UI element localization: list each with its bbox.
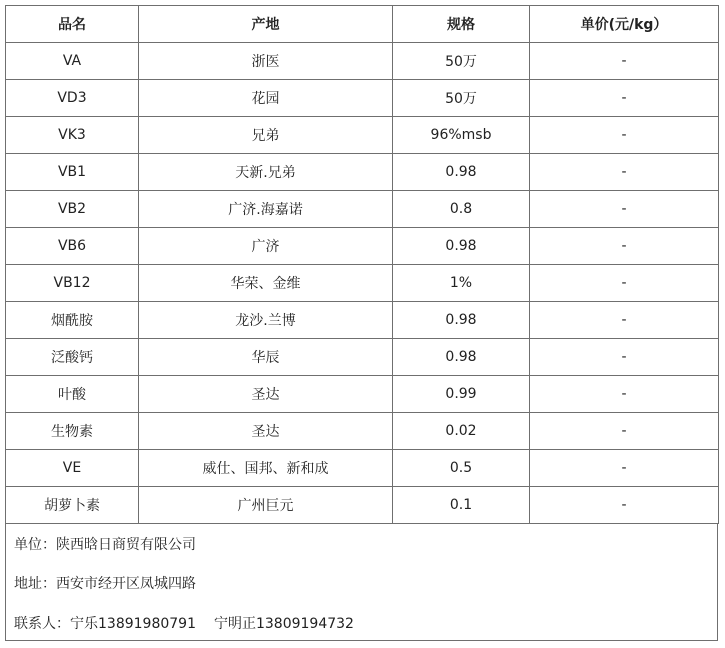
contact-primary: 联系人：宁乐13891980791	[14, 616, 196, 632]
cell-product: VD3	[6, 80, 139, 117]
cell-origin: 华辰	[139, 339, 393, 376]
cell-spec: 50万	[393, 43, 530, 80]
cell-spec: 0.98	[393, 302, 530, 339]
cell-origin: 龙沙.兰博	[139, 302, 393, 339]
cell-product: VE	[6, 450, 139, 487]
cell-product: VB2	[6, 191, 139, 228]
table-row	[6, 265, 719, 302]
company-address: 地址：西安市经开区凤城四路	[14, 576, 196, 592]
table-row	[6, 302, 719, 339]
table-row	[6, 117, 719, 154]
cell-price: -	[530, 117, 719, 154]
header-spec: 规格	[393, 6, 530, 43]
header-row	[6, 6, 719, 43]
cell-spec: 0.98	[393, 154, 530, 191]
cell-price: -	[530, 191, 719, 228]
cell-price: -	[530, 43, 719, 80]
cell-origin: 兄弟	[139, 117, 393, 154]
table-row	[6, 43, 719, 80]
contact-line	[14, 613, 354, 633]
cell-price: -	[530, 413, 719, 450]
cell-origin: 圣达	[139, 376, 393, 413]
cell-origin: 圣达	[139, 413, 393, 450]
cell-product: 泛酸钙	[6, 339, 139, 376]
cell-product: VB6	[6, 228, 139, 265]
table-row	[6, 487, 719, 524]
cell-price: -	[530, 228, 719, 265]
cell-spec: 1%	[393, 265, 530, 302]
cell-origin: 华荣、金维	[139, 265, 393, 302]
cell-spec: 0.8	[393, 191, 530, 228]
table-row	[6, 80, 719, 117]
cell-price: -	[530, 376, 719, 413]
cell-spec: 0.1	[393, 487, 530, 524]
cell-price: -	[530, 80, 719, 117]
cell-spec: 0.99	[393, 376, 530, 413]
company-unit: 单位：陕西晗日商贸有限公司	[14, 537, 196, 553]
cell-origin: 花园	[139, 80, 393, 117]
cell-origin: 浙医	[139, 43, 393, 80]
cell-spec: 0.98	[393, 339, 530, 376]
cell-spec: 0.98	[393, 228, 530, 265]
cell-origin: 广州巨元	[139, 487, 393, 524]
cell-spec: 96%msb	[393, 117, 530, 154]
table-row	[6, 228, 719, 265]
price-table	[5, 5, 719, 524]
cell-product: 叶酸	[6, 376, 139, 413]
cell-product: 胡萝卜素	[6, 487, 139, 524]
cell-price: -	[530, 487, 719, 524]
table-body	[6, 43, 719, 524]
cell-price: -	[530, 339, 719, 376]
cell-product: 烟酰胺	[6, 302, 139, 339]
cell-product: VA	[6, 43, 139, 80]
cell-spec: 50万	[393, 80, 530, 117]
footer-info	[5, 524, 718, 641]
table-row	[6, 376, 719, 413]
price-sheet	[5, 5, 718, 641]
table-row	[6, 339, 719, 376]
contact-secondary: 宁明正13809194732	[213, 616, 354, 632]
cell-spec: 0.5	[393, 450, 530, 487]
cell-product: 生物素	[6, 413, 139, 450]
cell-product: VB1	[6, 154, 139, 191]
cell-product: VB12	[6, 265, 139, 302]
cell-product: VK3	[6, 117, 139, 154]
cell-origin: 广济	[139, 228, 393, 265]
table-row	[6, 191, 719, 228]
header-product: 品名	[6, 6, 139, 43]
cell-price: -	[530, 302, 719, 339]
cell-price: -	[530, 265, 719, 302]
cell-spec: 0.02	[393, 413, 530, 450]
cell-origin: 威仕、国邦、新和成	[139, 450, 393, 487]
cell-origin: 广济.海嘉诺	[139, 191, 393, 228]
cell-origin: 天新.兄弟	[139, 154, 393, 191]
header-origin: 产地	[139, 6, 393, 43]
cell-price: -	[530, 450, 719, 487]
cell-price: -	[530, 154, 719, 191]
table-row	[6, 450, 719, 487]
table-row	[6, 154, 719, 191]
header-price: 单价(元/kg）	[530, 6, 719, 43]
table-row	[6, 413, 719, 450]
